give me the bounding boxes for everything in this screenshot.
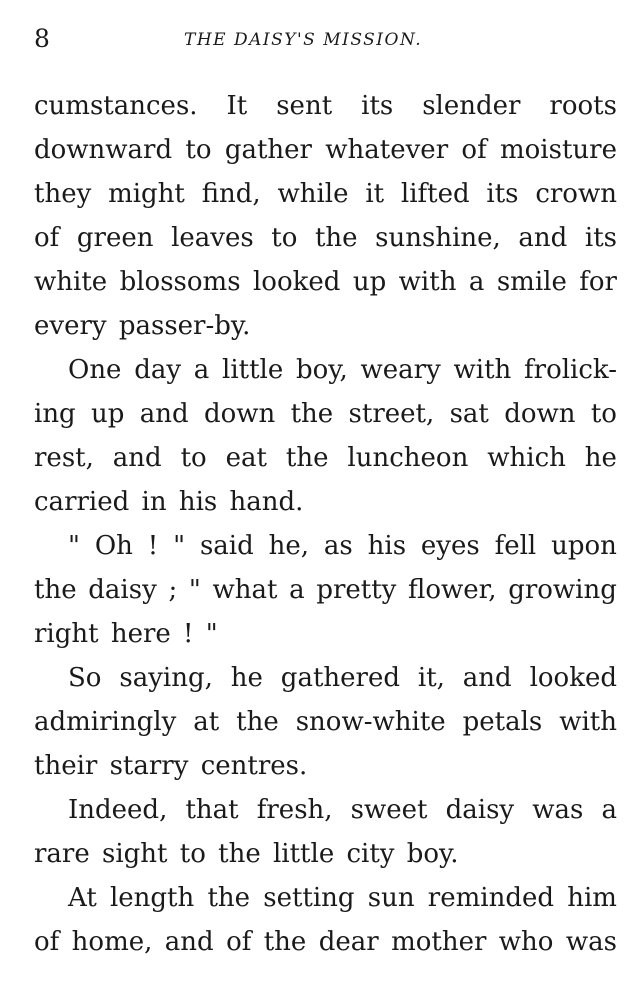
text-line [34,128,617,172]
word: of [226,927,252,957]
word: and [164,927,214,957]
word: fresh, [256,795,333,825]
text-line [34,788,617,832]
word: fell [494,531,537,561]
word: to [590,399,617,429]
word: Oh [94,531,133,561]
word: Indeed, [68,795,168,825]
word: he [584,443,617,473]
word: admiringly [34,707,177,737]
word: the [263,927,307,957]
word: at [193,707,220,737]
word: he [230,663,263,693]
word: what [212,575,278,605]
body-text [34,84,617,964]
word: was [532,795,584,825]
word: snow-white [295,707,446,737]
text-line [34,524,617,568]
word: " [188,575,201,605]
word: him [567,883,617,913]
word: his [367,531,407,561]
word: leaves [171,223,254,253]
word: its [486,179,519,209]
word: pretty [316,575,397,605]
word: sent [276,91,333,121]
word: frolick- [524,355,617,385]
text-line [34,348,617,392]
word: green [76,223,154,253]
word: daisy [445,795,515,825]
word: sat [449,399,489,429]
word: the [207,883,251,913]
word: lifted [400,179,470,209]
word: with [559,707,617,737]
word: sunshine, [375,223,501,253]
word: gather [224,135,312,165]
word: upon [551,531,617,561]
word: white [34,267,108,297]
word: the [34,575,77,605]
text-line [34,436,617,480]
word: and [462,663,512,693]
word: growing [508,575,617,605]
text-line [34,172,617,216]
word: moisture [500,135,617,165]
word: and [139,399,189,429]
word: ; [168,575,178,605]
word: up [91,399,125,429]
word: find, [201,179,261,209]
text-line: carried in his hand. [34,487,304,517]
text-line: right here ! " [34,619,218,649]
word: the [285,443,329,473]
page-number: 8 [34,24,50,53]
text-line: rare sight to the little city boy. [34,839,459,869]
word: it [365,179,385,209]
word: eat [225,443,267,473]
word: downward [34,135,173,165]
word: to [185,135,212,165]
word: ! [147,531,159,561]
word: a [601,795,617,825]
text-line: their starry centres. [34,751,308,781]
text-line [34,920,617,964]
word: boy, [295,355,348,385]
word: slender [422,91,521,121]
word: a [289,575,305,605]
word: It [226,91,248,121]
word: whatever [325,135,449,165]
word: looked [252,267,341,297]
word: little [222,355,284,385]
word: said [199,531,254,561]
word: home, [71,927,153,957]
word: they [34,179,92,209]
word: a [193,355,210,385]
word: flower, [408,575,497,605]
word: mother [391,927,487,957]
text-line [34,568,617,612]
text-line [34,700,617,744]
text-line [34,392,617,436]
word: length [109,883,195,913]
text-line [34,216,617,260]
word: down [504,399,576,429]
word: and [518,223,568,253]
word: cumstances. [34,91,198,121]
word: rest, [34,443,94,473]
word: he, [268,531,310,561]
word: and [112,443,162,473]
word: blossoms [119,267,241,297]
word: its [361,91,394,121]
word: daisy [88,575,157,605]
word: sun [367,883,415,913]
word: of [34,223,60,253]
word: setting [263,883,355,913]
word: roots [549,91,617,121]
word: with [453,355,512,385]
word: petals [462,707,543,737]
word: who [498,927,554,957]
word: which [487,443,566,473]
word: " [68,531,80,561]
word: reminded [427,883,555,913]
word: up [352,267,387,297]
word: with [398,267,457,297]
word: that [185,795,239,825]
word: crown [535,179,617,209]
word: luncheon [347,443,469,473]
word: sweet [350,795,428,825]
word: while [277,179,349,209]
text-line [34,656,617,700]
text-line [34,260,617,304]
text-line [34,84,617,128]
word: the [290,399,334,429]
word: street, [348,399,435,429]
page-header [34,24,594,54]
word: to [180,443,207,473]
word: saying, [119,663,213,693]
word: it, [417,663,445,693]
word: ing [34,399,76,429]
text-line [34,876,617,920]
word: day [134,355,182,385]
word: was [565,927,617,957]
running-head: THE DAISY'S MISSION. [184,30,423,50]
word: might [108,179,185,209]
word: its [584,223,617,253]
word: smile [496,267,567,297]
word: gathered [280,663,400,693]
word: the [314,223,358,253]
word: eyes [420,531,480,561]
word: the [236,707,279,737]
word: At [68,883,97,913]
word: a [468,267,485,297]
text-line: every passer-by. [34,311,251,341]
word: weary [360,355,441,385]
word: to [271,223,298,253]
word: looked [529,663,617,693]
word: down [203,399,276,429]
word: " [173,531,186,561]
word: for [579,267,617,297]
word: of [461,135,487,165]
word: One [68,355,122,385]
word: of [34,927,60,957]
word: dear [318,927,379,957]
word: So [68,663,102,693]
word: as [323,531,353,561]
